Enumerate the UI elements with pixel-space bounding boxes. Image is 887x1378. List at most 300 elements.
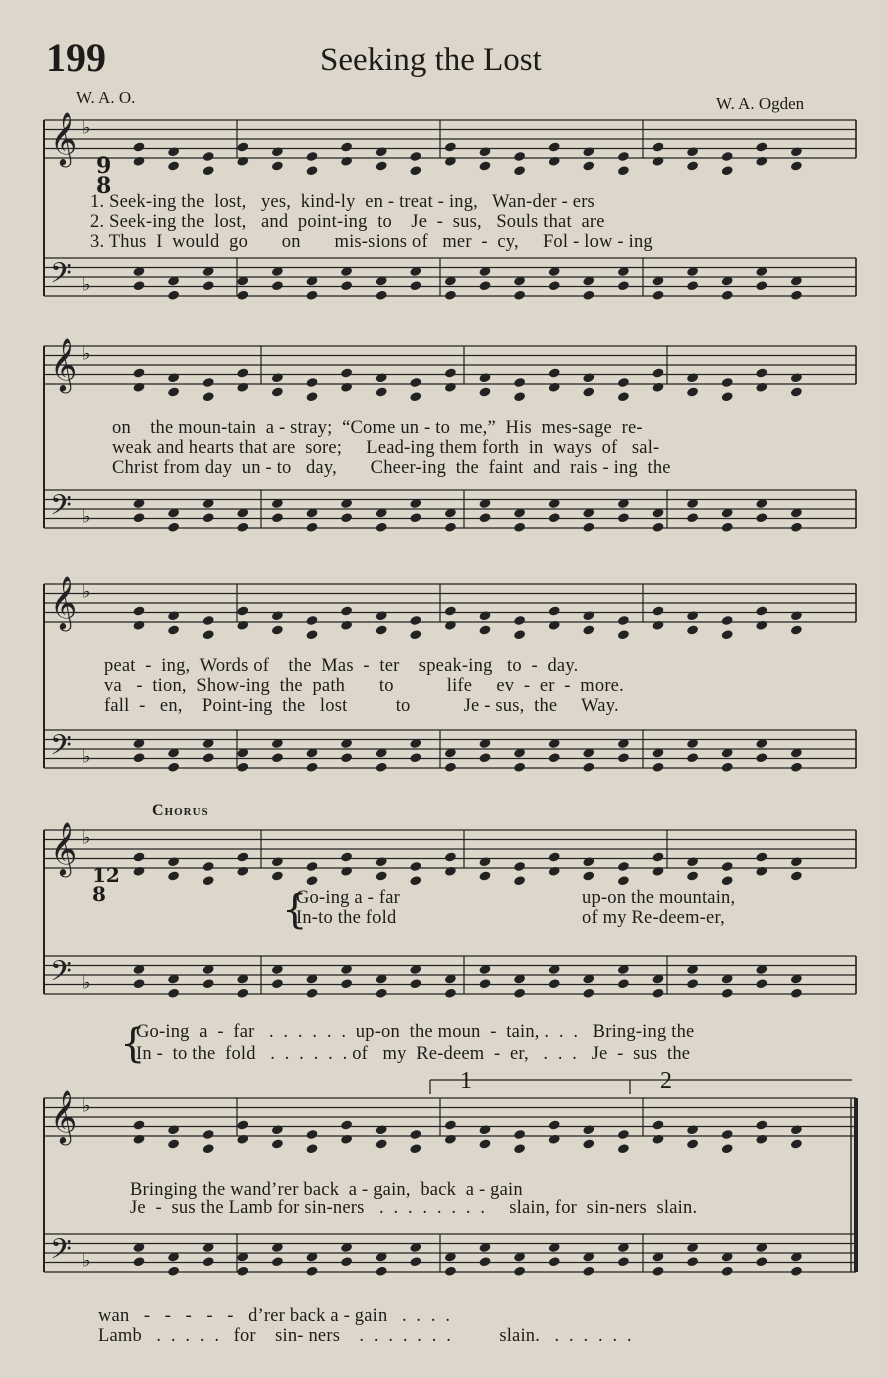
note-head <box>617 512 630 523</box>
note-head <box>651 141 664 152</box>
note-head <box>651 1119 664 1130</box>
note-head <box>478 280 491 291</box>
note-head <box>375 372 388 383</box>
note-head <box>444 382 457 393</box>
note-head <box>340 141 353 152</box>
bass-clef-icon: 𝄢 <box>50 489 72 529</box>
final-treble-line2: Je - sus the Lamb for sin-ners . . . . . . . . slain, for sin-ners slain. <box>130 1198 698 1218</box>
note-head <box>686 280 699 291</box>
note-head <box>132 156 145 167</box>
clefs <box>50 111 91 1273</box>
note-head <box>755 851 768 862</box>
note-head <box>236 367 249 378</box>
note-head <box>755 866 768 877</box>
note-head <box>651 851 664 862</box>
flat-icon: ♭ <box>82 1250 91 1272</box>
time-signature-chorus: 12 8 <box>92 863 120 906</box>
note-head <box>444 1266 457 1277</box>
note-head <box>513 875 526 886</box>
note-head <box>409 512 422 523</box>
note-head <box>271 978 284 989</box>
note-head <box>167 290 180 301</box>
note-head <box>582 870 595 881</box>
treble-clef-icon: 𝄞 <box>50 575 78 629</box>
note-head <box>755 280 768 291</box>
note-head <box>271 1138 284 1149</box>
note-head <box>375 290 388 301</box>
note-head <box>513 1129 526 1140</box>
note-head <box>721 988 734 999</box>
note-head <box>755 978 768 989</box>
note-head <box>167 610 180 621</box>
note-head <box>305 615 318 626</box>
note-head <box>167 160 180 171</box>
note-head <box>721 1129 734 1140</box>
note-head <box>444 141 457 152</box>
note-head <box>305 1129 318 1140</box>
note-head <box>236 1134 249 1145</box>
note-head <box>271 386 284 397</box>
note-head <box>202 165 215 176</box>
note-head <box>755 512 768 523</box>
note-head <box>132 752 145 763</box>
note-head <box>790 988 803 999</box>
note-head <box>513 290 526 301</box>
note-head <box>375 762 388 773</box>
note-head <box>202 377 215 388</box>
hymn-title: Seeking the Lost <box>320 42 542 78</box>
final-treble-line1: Bringing the wand’rer back a - gain, back a - gain <box>130 1180 523 1200</box>
chorus-label: Chorus <box>152 802 209 819</box>
note-head <box>582 146 595 157</box>
note-head <box>790 610 803 621</box>
note-head <box>686 1138 699 1149</box>
note-head <box>202 629 215 640</box>
note-head <box>617 151 630 162</box>
note-head <box>651 762 664 773</box>
note-head <box>721 861 734 872</box>
note-head <box>202 861 215 872</box>
note-head <box>478 372 491 383</box>
note-head <box>651 1134 664 1145</box>
note-head <box>271 1256 284 1267</box>
note-head <box>548 978 561 989</box>
note-head <box>305 1143 318 1154</box>
note-head <box>686 752 699 763</box>
note-head <box>167 1266 180 1277</box>
note-head <box>686 146 699 157</box>
note-head <box>305 290 318 301</box>
note-head <box>375 1138 388 1149</box>
flat-icon: ♭ <box>82 117 91 139</box>
note-head <box>375 146 388 157</box>
flat-icon: ♭ <box>82 343 91 365</box>
note-head <box>271 512 284 523</box>
note-head <box>305 151 318 162</box>
note-head <box>755 1119 768 1130</box>
note-head <box>790 372 803 383</box>
note-head <box>582 386 595 397</box>
note-head <box>409 875 422 886</box>
note-head <box>236 851 249 862</box>
note-head <box>651 522 664 533</box>
note-head <box>167 146 180 157</box>
note-head <box>721 151 734 162</box>
note-head <box>132 851 145 862</box>
note-head <box>340 1256 353 1267</box>
note-head <box>478 856 491 867</box>
flat-icon: ♭ <box>82 506 91 528</box>
note-head <box>236 522 249 533</box>
note-head <box>132 382 145 393</box>
note-head <box>686 856 699 867</box>
note-head <box>271 372 284 383</box>
note-head <box>548 1256 561 1267</box>
flat-icon: ♭ <box>82 972 91 994</box>
note-head <box>686 512 699 523</box>
note-head <box>790 1266 803 1277</box>
note-head <box>548 382 561 393</box>
note-head <box>132 1134 145 1145</box>
note-head <box>721 377 734 388</box>
note-head <box>721 629 734 640</box>
note-head <box>444 1134 457 1145</box>
note-head <box>478 160 491 171</box>
note-head <box>513 522 526 533</box>
note-head <box>755 156 768 167</box>
note-head <box>305 988 318 999</box>
time-signature-verse: 9 8 <box>96 153 112 199</box>
note-head <box>478 386 491 397</box>
note-head <box>409 1129 422 1140</box>
note-head <box>651 1266 664 1277</box>
note-head <box>236 141 249 152</box>
note-head <box>167 386 180 397</box>
brace: { <box>282 887 308 933</box>
note-head <box>375 856 388 867</box>
note-head <box>651 367 664 378</box>
note-head <box>271 856 284 867</box>
note-head <box>790 522 803 533</box>
note-head <box>755 620 768 631</box>
note-head <box>444 762 457 773</box>
note-head <box>305 629 318 640</box>
note-head <box>513 165 526 176</box>
chorus-bass-line2: In - to the fold . . . . . . of my Re-deem - er, . . . Je - sus the <box>136 1044 691 1064</box>
note-head <box>444 290 457 301</box>
bass-clef-icon: 𝄢 <box>50 955 72 995</box>
note-head <box>375 624 388 635</box>
note-head <box>444 522 457 533</box>
note-head <box>721 615 734 626</box>
note-head <box>548 851 561 862</box>
note-head <box>755 141 768 152</box>
note-head <box>305 762 318 773</box>
note-head <box>790 386 803 397</box>
note-head <box>478 610 491 621</box>
note-head <box>236 762 249 773</box>
note-head <box>236 290 249 301</box>
note-head <box>202 978 215 989</box>
note-head <box>340 978 353 989</box>
note-head <box>513 861 526 872</box>
note-head <box>582 762 595 773</box>
note-head <box>617 1129 630 1140</box>
note-head <box>132 141 145 152</box>
note-head <box>202 1143 215 1154</box>
note-head <box>686 160 699 171</box>
note-head <box>790 870 803 881</box>
note-head <box>340 280 353 291</box>
note-head <box>686 624 699 635</box>
note-head <box>305 875 318 886</box>
note-head <box>582 1124 595 1135</box>
note-head <box>167 1138 180 1149</box>
note-head <box>236 156 249 167</box>
note-head <box>132 605 145 616</box>
note-head <box>132 1119 145 1130</box>
note-head <box>755 367 768 378</box>
note-head <box>409 391 422 402</box>
words-credit: W. A. O. <box>76 88 136 107</box>
note-head <box>617 615 630 626</box>
note-head <box>236 605 249 616</box>
system2-verse3: Christ from day un - to day, Cheer-ing the faint and rais - ing the <box>112 458 671 478</box>
note-head <box>236 988 249 999</box>
note-head <box>686 372 699 383</box>
system1-verse1: 1. Seek-ing the lost, yes, kind-ly en - treat - ing, Wan-der - ers <box>90 192 595 212</box>
note-head <box>444 851 457 862</box>
note-head <box>132 367 145 378</box>
flat-icon: ♭ <box>82 746 91 768</box>
note-head <box>478 1138 491 1149</box>
note-head <box>167 1124 180 1135</box>
note-head <box>686 978 699 989</box>
note-head <box>202 512 215 523</box>
note-head <box>790 1124 803 1135</box>
note-head <box>132 512 145 523</box>
note-head <box>617 1256 630 1267</box>
note-head <box>375 610 388 621</box>
note-head <box>617 752 630 763</box>
note-head <box>790 160 803 171</box>
note-head <box>409 978 422 989</box>
note-head <box>617 391 630 402</box>
note-head <box>340 512 353 523</box>
note-head <box>582 856 595 867</box>
note-head <box>271 160 284 171</box>
final-bass-line2: Lamb . . . . . for sin- ners . . . . . . . slain. . . . . . . <box>98 1326 632 1346</box>
note-head <box>755 752 768 763</box>
note-head <box>755 1134 768 1145</box>
note-head <box>617 165 630 176</box>
note-head <box>686 870 699 881</box>
note-head <box>340 367 353 378</box>
note-head <box>167 522 180 533</box>
note-head <box>513 1266 526 1277</box>
note-head <box>340 156 353 167</box>
note-head <box>790 856 803 867</box>
note-head <box>651 866 664 877</box>
system3-verse2: va - tion, Show-ing the path to life ev - er - more. <box>104 676 624 696</box>
note-head <box>548 752 561 763</box>
note-head <box>132 620 145 631</box>
note-head <box>548 156 561 167</box>
note-head <box>444 866 457 877</box>
note-head <box>651 620 664 631</box>
note-head <box>305 522 318 533</box>
note-head <box>271 752 284 763</box>
note-head <box>721 165 734 176</box>
note-head <box>582 160 595 171</box>
note-head <box>202 875 215 886</box>
note-head <box>617 377 630 388</box>
note-head <box>236 1266 249 1277</box>
flat-icon: ♭ <box>82 1095 91 1117</box>
note-head <box>305 165 318 176</box>
note-head <box>651 290 664 301</box>
note-head <box>236 382 249 393</box>
note-head <box>548 1134 561 1145</box>
flat-icon: ♭ <box>82 581 91 603</box>
note-head <box>721 762 734 773</box>
note-head <box>478 870 491 881</box>
note-head <box>721 522 734 533</box>
note-head <box>548 620 561 631</box>
note-head <box>651 156 664 167</box>
note-head <box>409 1256 422 1267</box>
second-ending-number: 2 <box>660 1068 672 1094</box>
note-head <box>375 386 388 397</box>
note-head <box>790 762 803 773</box>
note-head <box>167 988 180 999</box>
bass-clef-icon: 𝄢 <box>50 1233 72 1273</box>
note-head <box>651 988 664 999</box>
note-head <box>582 610 595 621</box>
note-head <box>513 615 526 626</box>
note-head <box>202 151 215 162</box>
note-head <box>755 382 768 393</box>
note-head <box>582 1266 595 1277</box>
flat-icon: ♭ <box>82 827 91 849</box>
chorus-treble-line2b: of my Re-deem-er, <box>582 908 725 928</box>
note-head <box>686 610 699 621</box>
note-head <box>305 391 318 402</box>
note-head <box>340 620 353 631</box>
note-head <box>582 1138 595 1149</box>
final-bass-line1: wan - - - - - d’rer back a - gain . . . . <box>98 1306 451 1326</box>
note-head <box>340 1119 353 1130</box>
note-head <box>409 377 422 388</box>
note-head <box>548 280 561 291</box>
note-head <box>375 988 388 999</box>
note-head <box>444 620 457 631</box>
note-head <box>409 280 422 291</box>
note-head <box>617 861 630 872</box>
note-head <box>409 165 422 176</box>
note-head <box>444 988 457 999</box>
note-head <box>582 988 595 999</box>
system1-verse3: 3. Thus I would go on mis-sions of mer - cy, Fol - low - ing <box>90 232 653 252</box>
note-head <box>478 512 491 523</box>
note-head <box>202 615 215 626</box>
note-head <box>617 280 630 291</box>
note-head <box>271 146 284 157</box>
note-head <box>478 1124 491 1135</box>
note-head <box>790 290 803 301</box>
note-head <box>478 978 491 989</box>
note-head <box>340 866 353 877</box>
note-head <box>721 290 734 301</box>
note-head <box>444 156 457 167</box>
system3-verse3: fall - en, Point-ing the lost to Je - sus, the Way. <box>104 696 619 716</box>
note-head <box>202 280 215 291</box>
note-head <box>271 870 284 881</box>
note-head <box>686 1256 699 1267</box>
treble-clef-icon: 𝄞 <box>50 821 78 875</box>
bass-clef-icon: 𝄢 <box>50 257 72 297</box>
note-head <box>513 629 526 640</box>
system3-verse1: peat - ing, Words of the Mas - ter speak-ing to - day. <box>104 656 579 676</box>
note-head <box>305 861 318 872</box>
note-head <box>202 1129 215 1140</box>
note-head <box>582 522 595 533</box>
note-head <box>202 391 215 402</box>
brace: { <box>120 1021 146 1067</box>
system1-verse2: 2. Seek-ing the lost, and point-ing to Je - sus, Souls that are <box>90 212 605 232</box>
note-head <box>686 1124 699 1135</box>
note-head <box>375 1124 388 1135</box>
note-head <box>340 605 353 616</box>
note-head <box>271 624 284 635</box>
note-head <box>305 377 318 388</box>
music-credit: W. A. Ogden <box>716 94 805 113</box>
note-head <box>617 1143 630 1154</box>
note-head <box>340 752 353 763</box>
note-head <box>167 762 180 773</box>
note-head <box>271 1124 284 1135</box>
note-head <box>513 1143 526 1154</box>
note-head <box>478 624 491 635</box>
note-head <box>651 605 664 616</box>
note-head <box>132 978 145 989</box>
note-head <box>409 151 422 162</box>
note-head <box>721 1266 734 1277</box>
note-head <box>340 382 353 393</box>
note-head <box>790 624 803 635</box>
note-head <box>132 1256 145 1267</box>
note-head <box>236 866 249 877</box>
note-head <box>755 605 768 616</box>
treble-clef-icon: 𝄞 <box>50 1089 78 1143</box>
note-head <box>236 1119 249 1130</box>
note-head <box>478 752 491 763</box>
note-head <box>202 1256 215 1267</box>
note-head <box>651 382 664 393</box>
note-head <box>409 629 422 640</box>
note-head <box>409 615 422 626</box>
chorus-treble-line1b: up-on the mountain, <box>582 888 736 908</box>
note-head <box>755 1256 768 1267</box>
note-head <box>375 522 388 533</box>
note-head <box>548 367 561 378</box>
note-head <box>790 1138 803 1149</box>
note-head <box>409 1143 422 1154</box>
note-head <box>513 151 526 162</box>
note-head <box>582 372 595 383</box>
note-head <box>582 290 595 301</box>
note-head <box>617 978 630 989</box>
